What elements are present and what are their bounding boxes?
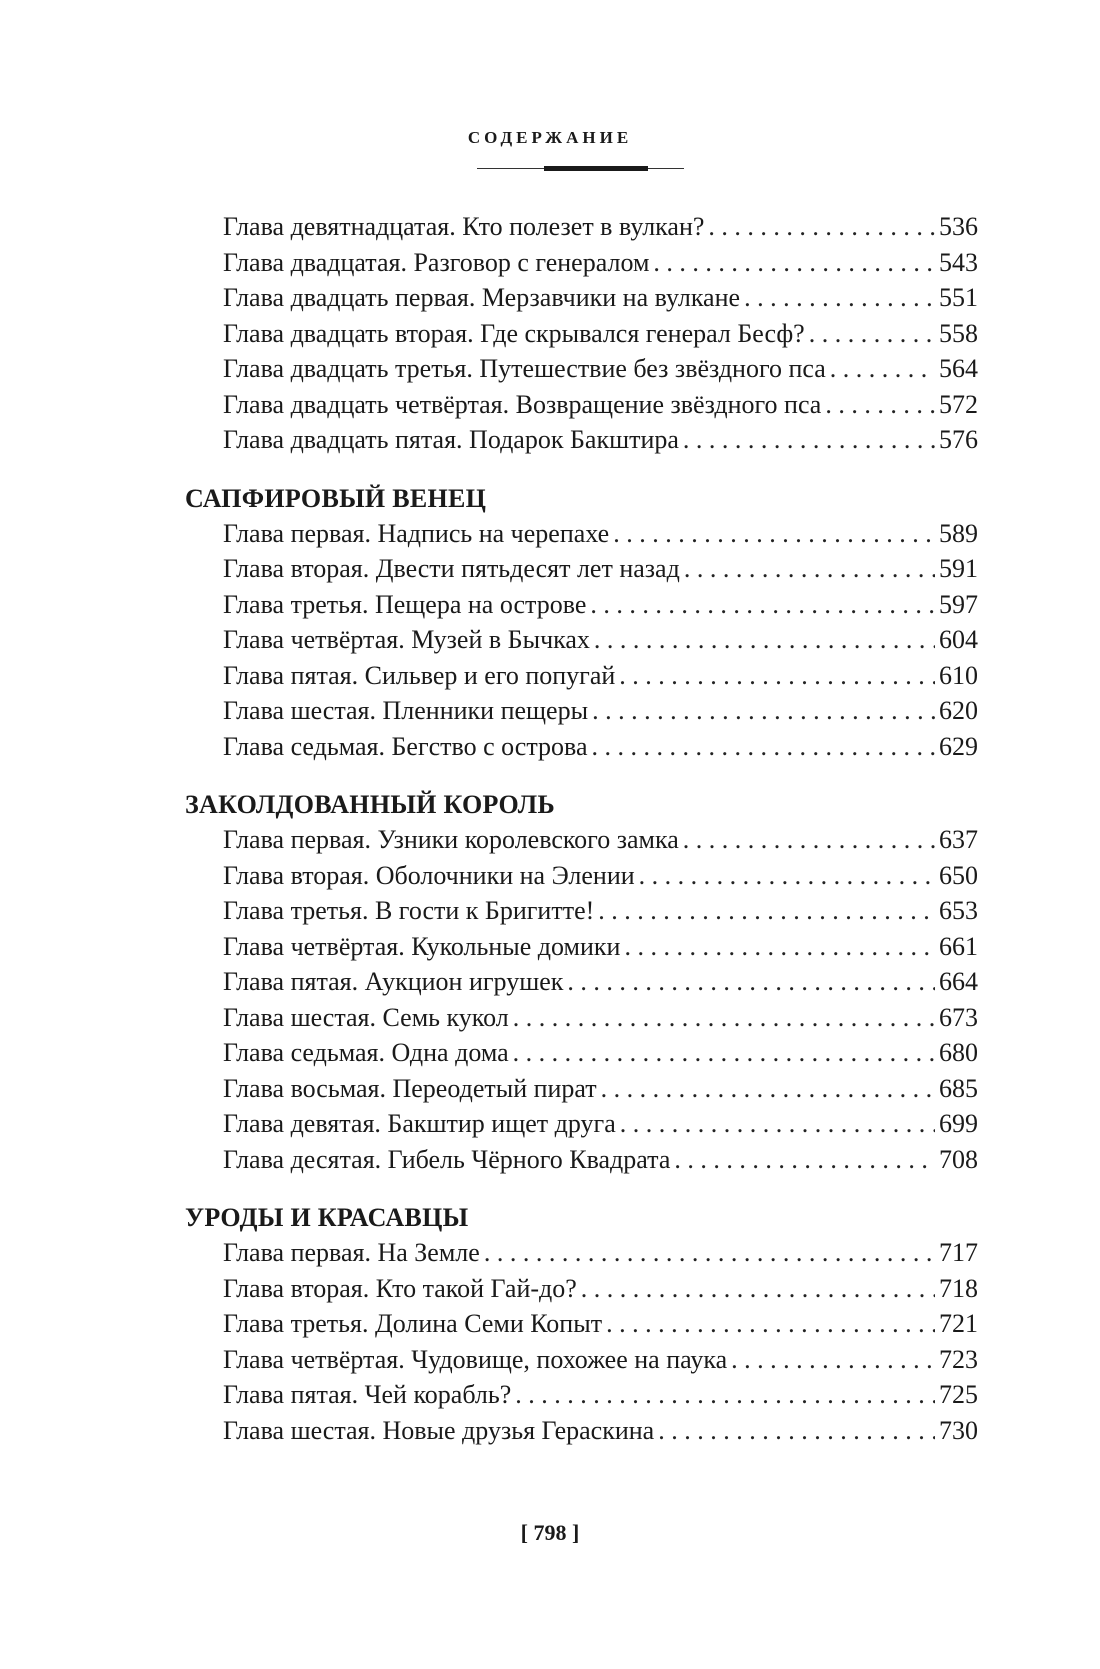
entry-title: Глава девятнадцатая. Кто полезет в вулкан? — [223, 212, 705, 241]
dot-leader — [683, 422, 935, 458]
dot-leader — [606, 1306, 935, 1342]
toc-entry[interactable] — [223, 1235, 978, 1271]
toc-entry[interactable] — [223, 964, 978, 1000]
dot-leader — [598, 893, 935, 929]
entry-title: Глава третья. Долина Семи Копыт — [223, 1309, 603, 1338]
dot-leader — [620, 1106, 935, 1142]
toc-entry[interactable] — [223, 1000, 978, 1036]
entry-title: Глава вторая. Двести пятьдесят лет назад — [223, 554, 680, 583]
entry-page-number: 536 — [939, 212, 978, 241]
entry-page-number: 725 — [939, 1380, 978, 1409]
entry-title: Глава пятая. Чей корабль? — [223, 1380, 512, 1409]
entry-title: Глава первая. Надпись на черепахе — [223, 518, 610, 548]
entry-page-number: 637 — [939, 825, 978, 854]
page-number: [ 798 ] — [520, 1520, 580, 1545]
entry-page-number: 708 — [939, 1144, 978, 1174]
entry-page-number: 629 — [939, 731, 978, 761]
dot-leader — [484, 1235, 935, 1271]
entry-page-number: 721 — [939, 1309, 978, 1338]
dot-leader — [601, 1071, 935, 1107]
toc-entry[interactable] — [223, 316, 978, 352]
dot-leader — [708, 209, 935, 245]
toc-entry[interactable] — [223, 551, 978, 587]
entry-title: Глава двадцать первая. Мерзавчики на вулкане — [223, 283, 741, 312]
toc-entry[interactable] — [223, 387, 978, 423]
entry-page-number: 576 — [939, 425, 978, 454]
entry-title: Глава четвёртая. Кукольные домики — [223, 931, 621, 961]
entry-page-number: 558 — [939, 318, 978, 348]
dot-leader — [515, 1377, 935, 1413]
toc-entry[interactable] — [223, 1271, 978, 1307]
entry-page-number: 664 — [939, 967, 978, 996]
dot-leader — [639, 858, 935, 894]
entry-page-number: 717 — [939, 1238, 978, 1267]
toc-entry[interactable] — [223, 858, 978, 894]
toc-section — [0, 481, 1100, 765]
toc-entry[interactable] — [223, 658, 978, 694]
section-title: УРОДЫ И КРАСАВЦЫ — [185, 1203, 469, 1232]
entry-title: Глава двадцать третья. Путешествие без звёздного пса — [223, 354, 826, 383]
entry-title: Глава восьмая. Переодетый пират — [223, 1073, 597, 1103]
dot-leader — [624, 929, 935, 965]
entry-page-number: 661 — [939, 931, 978, 961]
toc-entry[interactable] — [223, 351, 978, 387]
dot-leader — [594, 622, 935, 658]
entry-title: Глава седьмая. Бегство с острова — [223, 731, 588, 761]
entry-title: Глава первая. Узники королевского замка — [223, 825, 679, 854]
entry-title: Глава шестая. Семь кукол — [223, 1002, 509, 1032]
entry-page-number: 564 — [939, 354, 978, 383]
dot-leader — [513, 1000, 935, 1036]
dot-leader — [513, 1035, 935, 1071]
section-title: ЗАКОЛДОВАННЫЙ КОРОЛЬ — [185, 790, 555, 819]
entry-page-number: 718 — [939, 1273, 978, 1303]
entry-title: Глава пятая. Аукцион игрушек — [223, 967, 564, 996]
dot-leader — [744, 280, 935, 316]
toc-section — [0, 787, 1100, 1177]
entry-title: Глава третья. В гости к Бригитте! — [223, 896, 595, 925]
toc-entry[interactable] — [223, 245, 978, 281]
entry-title: Глава четвёртая. Музей в Бычках — [223, 625, 590, 654]
entry-title: Глава шестая. Новые друзья Гераскина — [223, 1415, 655, 1445]
toc-entry[interactable] — [223, 822, 978, 858]
entry-title: Глава седьмая. Одна дома — [223, 1038, 509, 1067]
entry-title: Глава третья. Пещера на острове — [223, 589, 587, 619]
toc-section — [0, 1200, 1100, 1448]
dot-leader — [653, 245, 935, 281]
dot-leader — [592, 693, 935, 729]
dot-leader — [809, 316, 935, 352]
entry-page-number: 551 — [939, 283, 978, 312]
dot-leader — [684, 551, 935, 587]
dot-leader — [619, 658, 935, 694]
entry-title: Глава вторая. Кто такой Гай-до? — [223, 1273, 577, 1303]
toc-entry[interactable] — [223, 1306, 978, 1342]
dot-leader — [581, 1271, 935, 1307]
dot-leader — [613, 516, 935, 552]
entry-page-number: 543 — [939, 247, 978, 277]
entry-title: Глава десятая. Гибель Чёрного Квадрата — [223, 1144, 671, 1174]
toc-section — [0, 209, 1100, 458]
dot-leader — [830, 351, 935, 387]
entry-title: Глава четвёртая. Чудовище, похожее на паука — [223, 1344, 728, 1374]
entry-title: Глава шестая. Пленники пещеры — [223, 696, 589, 725]
entry-page-number: 572 — [939, 389, 978, 419]
dot-leader — [731, 1342, 935, 1378]
toc-entry[interactable] — [223, 1035, 978, 1071]
toc-entry[interactable] — [223, 1413, 978, 1449]
entry-page-number: 610 — [939, 660, 978, 690]
section-title: САПФИРОВЫЙ ВЕНЕЦ — [185, 483, 487, 513]
toc-entry[interactable] — [223, 516, 978, 552]
table-of-contents — [0, 209, 1100, 1448]
entry-page-number: 650 — [939, 860, 978, 890]
entry-title: Глава двадцатая. Разговор с генералом — [223, 247, 650, 277]
entry-title: Глава двадцать четвёртая. Возвращение звёздного пса — [223, 389, 822, 419]
toc-entry[interactable] — [223, 1342, 978, 1378]
dot-leader — [674, 1142, 935, 1178]
toc-entry[interactable] — [223, 929, 978, 965]
toc-entry[interactable] — [223, 587, 978, 623]
entry-title: Глава двадцать пятая. Подарок Бакштира — [223, 425, 679, 454]
entry-page-number: 673 — [939, 1002, 978, 1032]
toc-entry[interactable] — [223, 422, 978, 458]
entry-page-number: 620 — [939, 696, 978, 725]
toc-entry[interactable] — [223, 729, 978, 765]
entry-page-number: 723 — [939, 1344, 978, 1374]
entry-title: Глава двадцать вторая. Где скрывался генерал Бесф? — [223, 318, 805, 348]
toc-entry[interactable] — [223, 622, 978, 658]
entry-page-number: 591 — [939, 554, 978, 583]
entry-title: Глава вторая. Оболочники на Элении — [223, 860, 635, 890]
entry-page-number: 653 — [939, 896, 978, 925]
entry-page-number: 680 — [939, 1038, 978, 1067]
entry-page-number: 597 — [939, 589, 978, 619]
dot-leader — [567, 964, 935, 1000]
toc-entry[interactable] — [223, 1142, 978, 1178]
entry-title: Глава первая. На Земле — [223, 1238, 480, 1267]
entry-page-number: 685 — [939, 1073, 978, 1103]
dot-leader — [590, 587, 935, 623]
entry-page-number: 589 — [939, 518, 978, 548]
toc-entry[interactable] — [223, 693, 978, 729]
toc-entry[interactable] — [223, 209, 978, 245]
toc-entry[interactable] — [223, 1071, 978, 1107]
entry-page-number: 604 — [939, 625, 978, 654]
dot-leader — [825, 387, 935, 423]
dot-leader — [683, 822, 935, 858]
running-head-rule-accent — [544, 166, 648, 171]
toc-entry[interactable] — [223, 1377, 978, 1413]
running-head: СОДЕРЖАНИЕ — [467, 128, 633, 147]
entry-title: Глава девятая. Бакштир ищет друга — [223, 1109, 616, 1138]
toc-entry[interactable] — [223, 1106, 978, 1142]
toc-entry[interactable] — [223, 893, 978, 929]
toc-entry[interactable] — [223, 280, 978, 316]
entry-title: Глава пятая. Сильвер и его попугай — [223, 660, 616, 690]
dot-leader — [658, 1413, 935, 1449]
dot-leader — [592, 729, 936, 765]
entry-page-number: 730 — [939, 1415, 978, 1445]
entry-page-number: 699 — [939, 1109, 978, 1138]
